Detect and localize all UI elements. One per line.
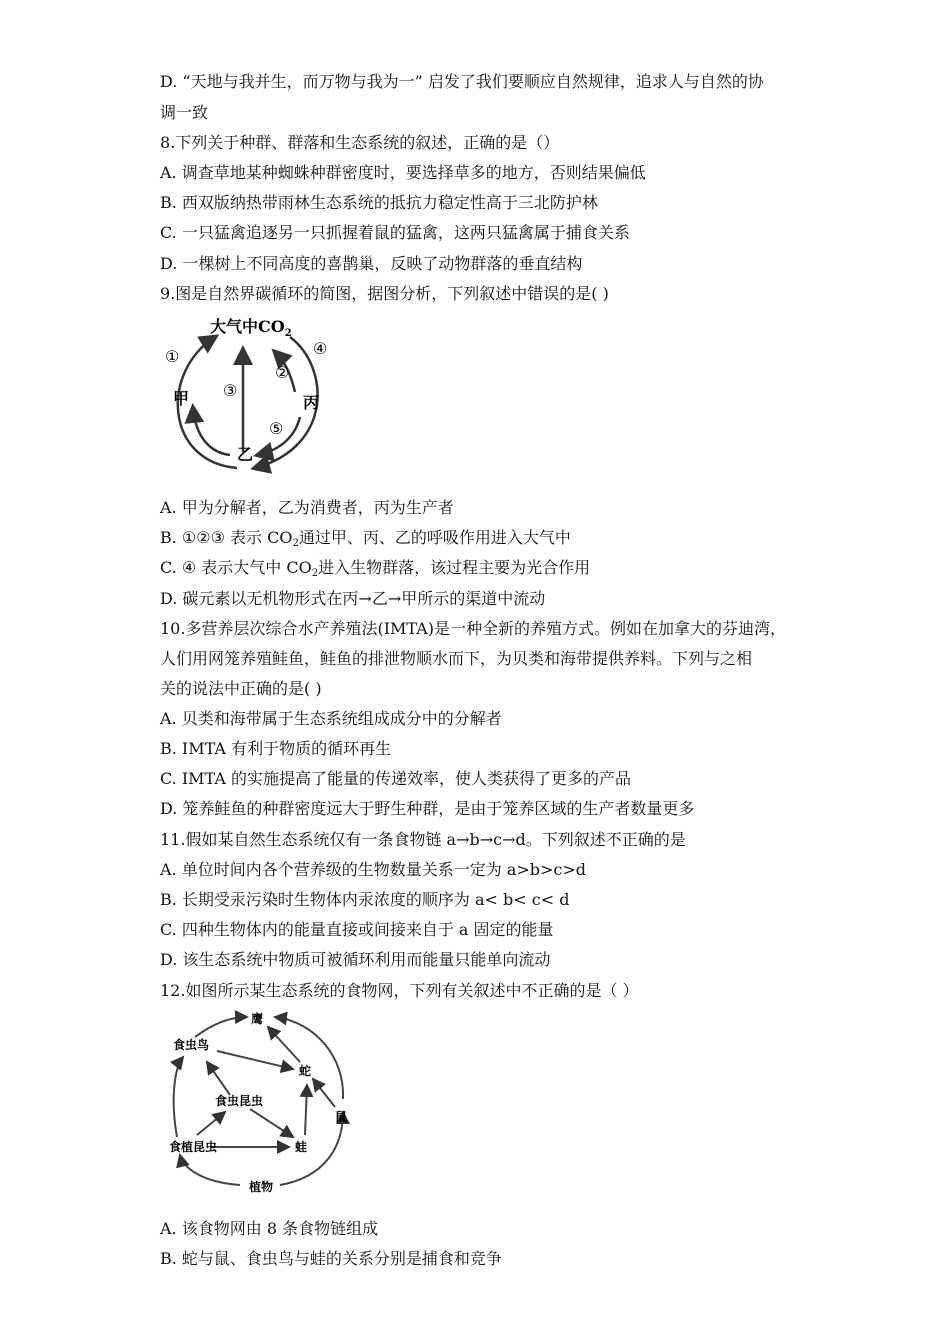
edge-ieater-frog xyxy=(250,1109,293,1137)
q11-stem: 11.假如某自然生态系统仅有一条食物链 a→b→c→d。下列叙述不正确的是 xyxy=(160,830,686,849)
carbon-cycle-diagram xyxy=(155,312,335,482)
q8-stem: 8.下列关于种群、群落和生态系统的叙述，正确的是（） xyxy=(160,133,560,152)
q9-option-d: D. 碳元素以无机物形式在丙→乙→甲所示的渠道中流动 xyxy=(160,589,546,608)
q10-option-b: B. IMTA 有利于物质的循环再生 xyxy=(160,739,392,758)
num-3: ③ xyxy=(223,381,238,400)
node-plant-insect: 食植昆虫 xyxy=(169,1140,218,1154)
q10-option-a: A. 贝类和海带属于生态系统组成成分中的分解者 xyxy=(160,709,502,728)
edge-snake-hawk xyxy=(268,1027,300,1062)
q12-option-b: B. 蛇与鼠、食虫鸟与蛙的关系分别是捕食和竞争 xyxy=(160,1249,502,1268)
q12-option-a: A. 该食物网由 8 条食物链组成 xyxy=(160,1219,379,1238)
node-insect-eater: 食虫昆虫 xyxy=(215,1094,264,1108)
edge-frog-snake xyxy=(305,1085,307,1135)
q7-option-d: D. “天地与我并生，而万物与我为一” 启发了我们要顺应自然规律，追求人与自然的协 xyxy=(160,72,764,91)
q11-option-c: C. 四种生物体内的能量直接或间接来自于 a 固定的能量 xyxy=(160,920,554,939)
node-hawk: 鹰 xyxy=(251,1012,264,1026)
num-4: ④ xyxy=(313,339,328,358)
edge-mouse-hawk xyxy=(275,1017,343,1099)
q9-option-b: B. ①②③ 表示 $CO_2$通过甲、丙、乙的呼吸作用进入大气中 xyxy=(160,528,571,549)
node-frog: 蛙 xyxy=(295,1140,308,1154)
q9-option-a: A. 甲为分解者，乙为消费者，丙为生产者 xyxy=(160,498,454,517)
label-yi: 乙 xyxy=(237,445,254,464)
q11-option-a: A. 单位时间内各个营养级的生物数量关系一定为 a>b>c>d xyxy=(160,860,587,879)
edge-plant-pinsect xyxy=(180,1155,240,1185)
label-bing: 丙 xyxy=(303,393,320,412)
edge-pinsect-ieater xyxy=(197,1112,225,1135)
label-jia: 甲 xyxy=(173,389,190,408)
q9-stem: 9.图是自然界碳循环的简图，据图分析，下列叙述中错误的是( ) xyxy=(160,284,609,303)
edge-pinsect-bird xyxy=(174,1057,183,1137)
num-2: ② xyxy=(275,363,290,382)
q11-option-b: B. 长期受汞污染时生物体内汞浓度的顺序为 a< b< c< d xyxy=(160,890,570,909)
q11-option-d: D. 该生态系统中物质可被循环利用而能量只能单向流动 xyxy=(160,950,551,969)
diagram-top-label: 大气中$CO_2$ xyxy=(210,317,292,339)
num-1: ① xyxy=(165,347,180,366)
q8-option-c: C. 一只猛禽追逐另一只抓握着鼠的猛禽，这两只猛禽属于捕食关系 xyxy=(160,223,630,242)
q10-stem-3: 关的说法中正确的是( ) xyxy=(160,679,322,698)
edge-bird-snake xyxy=(217,1051,293,1069)
edge-ieater-bird xyxy=(207,1062,230,1095)
q8-option-d: D. 一棵树上不同高度的喜鹊巢，反映了动物群落的垂直结构 xyxy=(160,254,583,273)
q9-option-c: C. ④ 表示大气中 $CO_2$进入生物群落，该过程主要为光合作用 xyxy=(160,558,591,579)
q10-option-c: C. IMTA 的实施提高了能量的传递效率，使人类获得了更多的产品 xyxy=(160,769,631,788)
node-plant: 植物 xyxy=(249,1180,274,1194)
q12-stem: 12.如图所示某生态系统的食物网，下列有关叙述中不正确的是（ ） xyxy=(160,981,639,1000)
node-snake: 蛇 xyxy=(299,1064,312,1078)
food-web-diagram xyxy=(165,1007,355,1197)
node-mouse: 鼠 xyxy=(335,1110,348,1124)
q10-stem-2: 人们用网笼养殖鲑鱼，鲑鱼的排泄物顺水而下，为贝类和海带提供养料。下列与之相 xyxy=(160,649,753,668)
node-bird: 食虫鸟 xyxy=(173,1038,210,1052)
edge-plant-mouse xyxy=(280,1112,343,1185)
edge-mouse-snake xyxy=(313,1079,335,1107)
num-5: ⑤ xyxy=(269,419,284,438)
q8-option-a: A. 调查草地某种蜘蛛种群密度时，要选择草多的地方，否则结果偏低 xyxy=(160,163,646,182)
q10-option-d: D. 笼养鲑鱼的种群密度远大于野生种群，是由于笼养区域的生产者数量更多 xyxy=(160,799,695,818)
edge-bird-hawk xyxy=(195,1017,247,1037)
q10-stem-1: 10.多营养层次综合水产养殖法(IMTA)是一种全新的养殖方式。例如在加拿大的芬迪湾， xyxy=(160,619,786,638)
arrow-yi-jia xyxy=(193,408,230,455)
q8-option-b: B. 西双版纳热带雨林生态系统的抵抗力稳定性高于三北防护林 xyxy=(160,193,598,212)
q7-option-d-cont: 调一致 xyxy=(160,103,209,122)
